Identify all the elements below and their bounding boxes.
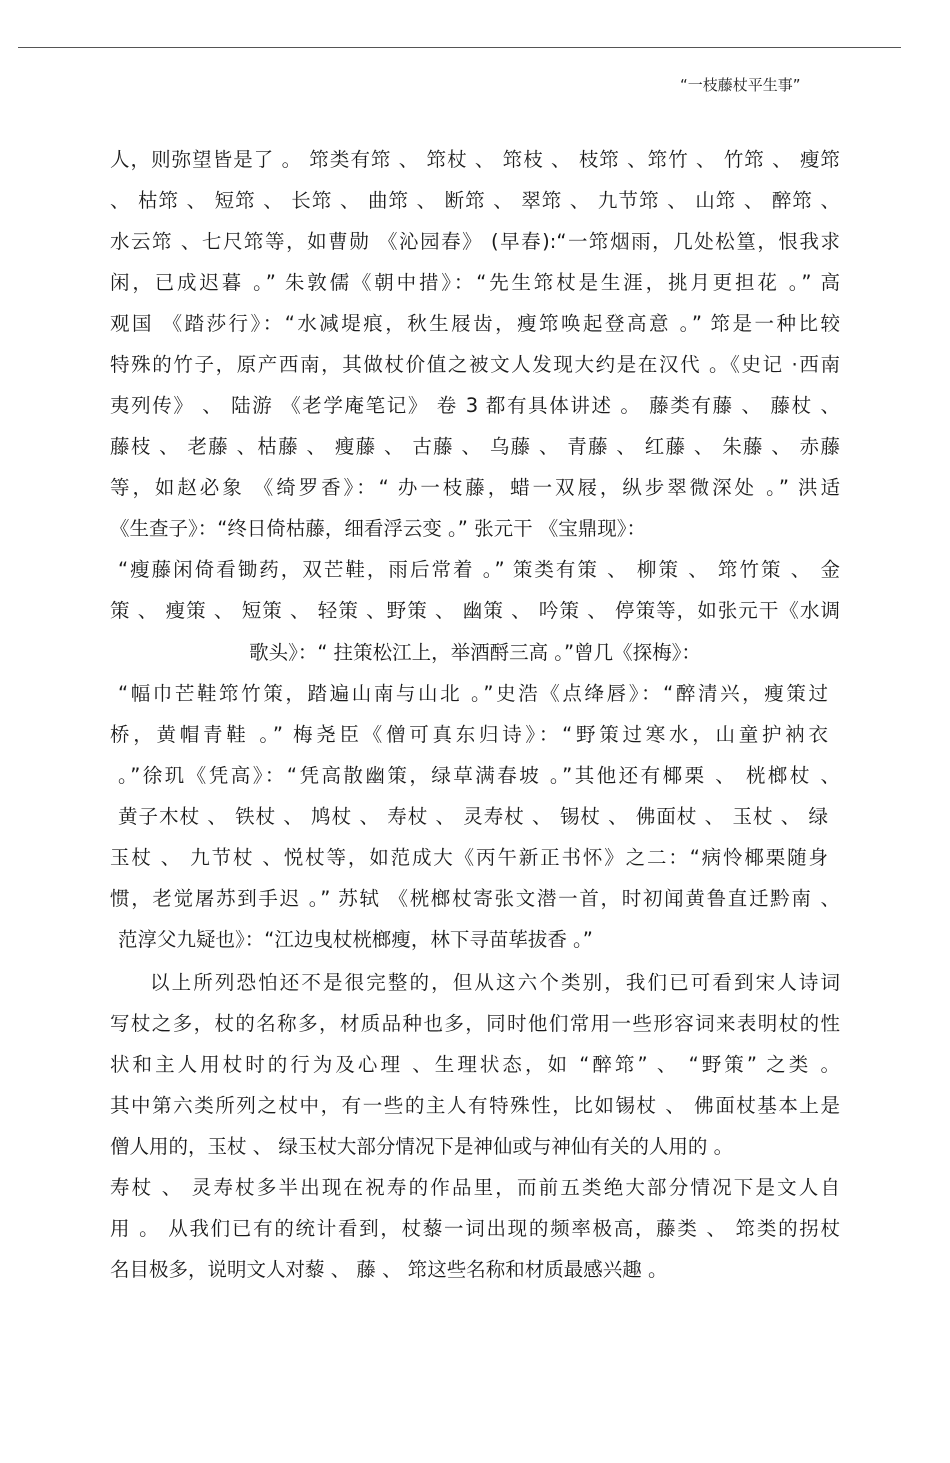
text-line-28: 名目极多，说明文人对藜 、 藤 、 筇这些名称和材质最感兴趣 。 bbox=[110, 1258, 668, 1281]
text-line-14: “幅巾芒鞋筇竹策，踏遍山南与山北 。”史浩《点绛唇》：“醉清兴，瘦策过 bbox=[118, 682, 828, 705]
text-line-25: 僧人用的，玉杖 、 绿玉杖大部分情况下是神仙或与神仙有关的人用的 。 bbox=[110, 1135, 734, 1158]
text-line-16: 。”徐玑《凭高》：“凭高散幽策，绿草满春坡 。”其他还有椰栗 、 桄榔杖 、 bbox=[118, 764, 840, 787]
text-line-23: 状和主人用杖时的行为及心理 、生理状态，如 “醉筇” 、 “野策” 之类 。 bbox=[110, 1053, 840, 1076]
text-line-17: 黄子木杖 、 铁杖 、 鸠杖 、 寿杖 、 灵寿杖 、 锡杖 、 佛面杖 、 玉杖 、 绿 bbox=[118, 805, 828, 828]
header-rule bbox=[18, 47, 901, 48]
text-line-11: “瘦藤闲倚看锄药，双芒鞋，雨后常着 。” 策类有策 、 柳策 、 筇竹策 、 金 bbox=[118, 558, 840, 581]
text-line-26: 寿杖 、 灵寿杖多半出现在祝寿的作品里，而前五类绝大部分情况下是文人自 bbox=[110, 1176, 840, 1199]
text-line-10: 《生查子》：“终日倚枯藤，细看浮云变 。” 张元干 《宝鼎现》： bbox=[110, 517, 647, 540]
text-line-24: 其中第六类所列之杖中，有一些的主人有特殊性，比如锡杖 、 佛面杖基本上是 bbox=[110, 1094, 840, 1117]
text-line-2: 、 枯筇 、 短筇 、 长筇 、 曲筇 、 断筇 、 翠筇 、 九节筇 、 山筇 、 醉筇 、 bbox=[110, 189, 840, 212]
text-line-7: 夷列传》 、 陆游 《老学庵笔记》 卷 3 都有具体讲述 。 藤类有藤 、 藤杖 、 bbox=[110, 394, 840, 417]
text-line-12: 策 、 瘦策 、 短策 、 轻策 、野策 、 幽策 、 吟策 、 停策等，如张元干《水调 bbox=[110, 599, 840, 622]
text-line-6: 特殊的竹子，原产西南，其做杖价值之被文人发现大约是在汉代 。《史记 ·西南 bbox=[110, 353, 840, 376]
text-line-18: 玉杖 、 九节杖 、悦杖等，如范成大《丙午新正书怀》之二：“病怜椰栗随身 bbox=[110, 846, 828, 869]
text-line-27: 用 。 从我们已有的统计看到，杖藜一词出现的频率极高，藤类 、 筇类的拐杖 bbox=[110, 1217, 840, 1240]
text-line-5: 观国 《踏莎行》：“水减堤痕，秋生屐齿，瘦筇唤起登高意 。” 筇是一种比较 bbox=[110, 312, 840, 335]
text-line-13: 歌头》：“ 拄策松江上，举酒酹三高 。”曾几《探梅》： bbox=[249, 641, 701, 664]
running-header: “一枝藤杖平生事” bbox=[680, 76, 801, 94]
text-line-4: 闲，已成迟暮 。” 朱敦儒《朝中措》：“先生筇杖是生涯，挑月更担花 。” 高 bbox=[110, 271, 840, 294]
text-line-3: 水云筇 、七尺筇等，如曹勋 《沁园春》 (早春):“一筇烟雨，几处松篁，恨我求 bbox=[110, 230, 840, 253]
text-line-19: 惯，老觉屠苏到手迟 。” 苏轼 《桄榔杖寄张文潜一首，时初闻黄鲁直迁黔南 、 bbox=[110, 887, 840, 910]
text-line-21: 以上所列恐怕还不是很完整的，但从这六个类别，我们已可看到宋人诗词 bbox=[150, 971, 840, 994]
text-line-22: 写杖之多，杖的名称多，材质品种也多，同时他们常用一些形容词来表明杖的性 bbox=[110, 1012, 840, 1035]
text-line-9: 等，如赵必象 《绮罗香》：“ 办一枝藤，蜡一双屐，纵步翠微深处 。” 洪适 bbox=[110, 476, 840, 499]
text-line-20: 范淳父九疑也》：“江边曳杖桄榔瘦，林下寻苗荜拔香 。” bbox=[118, 928, 593, 951]
text-line-15: 桥，黄帽青鞋 。” 梅尧臣《僧可真东归诗》：“野策过寒水，山童护衲衣 bbox=[110, 723, 828, 746]
text-line-1: 人，则弥望皆是了 。 筇类有筇 、 筇杖 、 筇枝 、 枝筇 、筇竹 、 竹筇 、 瘦筇 bbox=[110, 148, 840, 171]
text-line-8: 藤枝 、 老藤 、枯藤 、 瘦藤 、 古藤 、 乌藤 、 青藤 、 红藤 、 朱藤 、 赤藤 bbox=[110, 435, 840, 458]
